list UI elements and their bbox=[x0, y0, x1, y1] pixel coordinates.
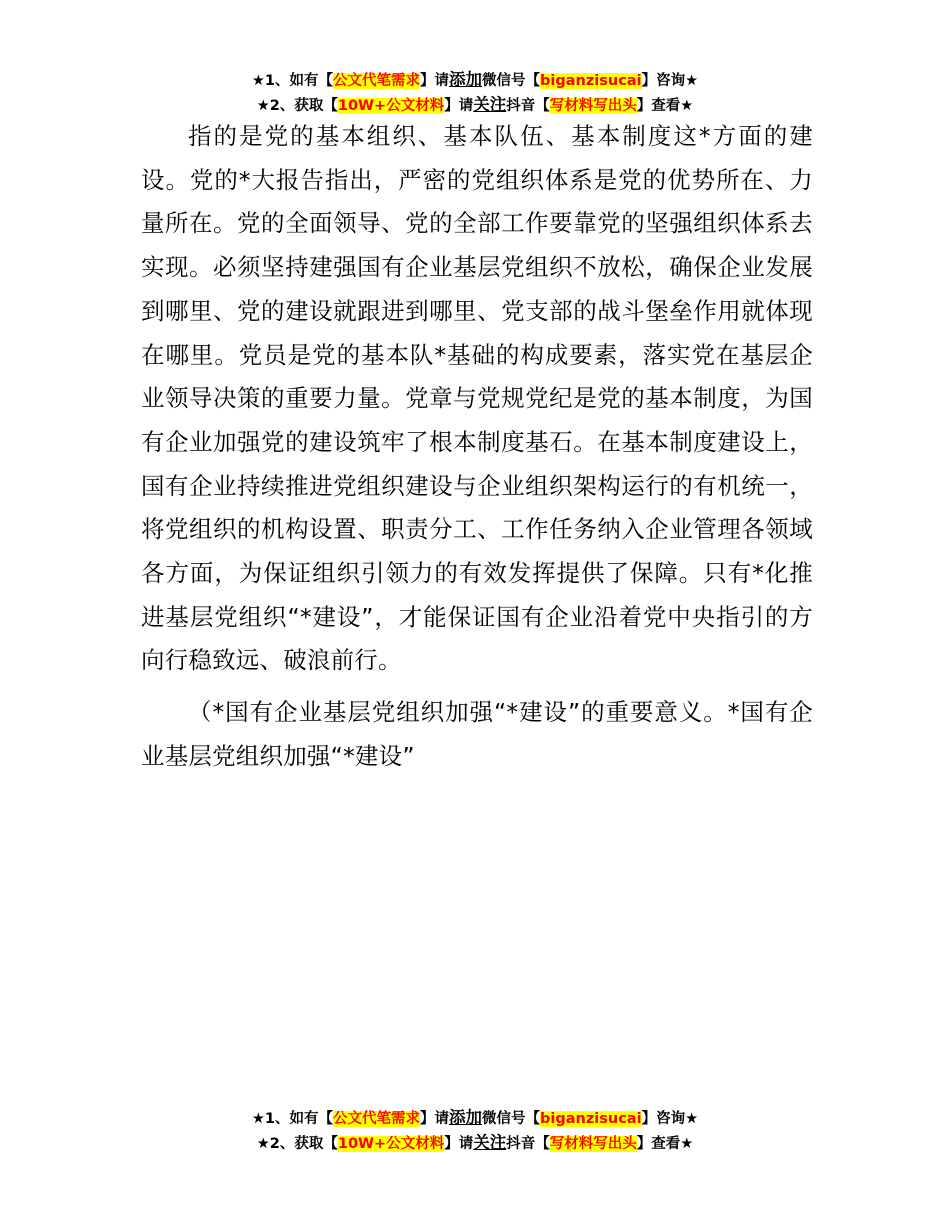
header-line-2-middle-2: 抖音【 bbox=[506, 98, 550, 114]
footer-line-1 bbox=[0, 1106, 950, 1131]
footer-banner bbox=[0, 1106, 950, 1156]
footer-materials-highlight: 10W+公文材料 bbox=[337, 1136, 445, 1152]
douyin-account-highlight: 写材料写出头 bbox=[549, 98, 637, 114]
materials-highlight: 10W+公文材料 bbox=[337, 98, 445, 114]
body-paragraph-1: 指的是党的基本组织、基本队伍、基本制度这*方面的建设。党的*大报告指出，严密的党组织体系是党的优势所在、力量所在。党的全面领导、党的全部工作要靠党的坚强组织体系去实现。必须坚持建强国有企业基层党组织不放松，确保企业发展到哪里、党的建设就跟进到哪里、党支部的战斗堡垒作用就体现在哪里。党员是党的基本队*基础的构成要素，落实党在基层企业领导决策的重要力量。党章与党规党纪是党的基本制度，为国有企业加强党的建设筑牢了根本制度基石。在基本制度建设上，国有企业持续推进党组织建设与企业组织架构运行的有机统一，将党组织的机构设置、职责分工、工作任务纳入企业管理各领域各方面，为保证组织引领力的有效发挥提供了保障。只有*化推进基层党组织“*建设”，才能保证国有企业沿着党中央指引的方向行稳致远、破浪前行。 bbox=[141, 122, 813, 675]
header-line-1-prefix: ★1、如有【 bbox=[251, 73, 334, 89]
header-line-1-middle-2: 微信号【 bbox=[482, 73, 541, 89]
footer-wechat-id-highlight: biganzisucai bbox=[540, 1111, 642, 1127]
footer-line-2-middle-2: 抖音【 bbox=[506, 1136, 550, 1152]
footer-line-2 bbox=[0, 1131, 950, 1156]
footer-ghostwriting-service-highlight: 公文代笔需求 bbox=[333, 1111, 421, 1127]
footer-douyin-account-highlight: 写材料写出头 bbox=[549, 1136, 637, 1152]
footer-line-2-middle: 】请 bbox=[444, 1136, 474, 1152]
add-emphasis: 添加 bbox=[449, 70, 483, 89]
header-line-2-middle: 】请 bbox=[444, 98, 474, 114]
header-line-1-middle: 】请 bbox=[420, 73, 450, 89]
footer-follow-emphasis: 关注 bbox=[473, 1133, 507, 1152]
footer-add-emphasis: 添加 bbox=[449, 1108, 483, 1127]
header-line-1-suffix: 】咨询★ bbox=[641, 73, 699, 89]
body-paragraph-2: （*国有企业基层党组织加强“*建设”的重要意义。*国有企业基层党组织加强“*建设” bbox=[141, 698, 813, 770]
follow-emphasis: 关注 bbox=[473, 95, 507, 114]
ghostwriting-service-highlight: 公文代笔需求 bbox=[333, 73, 421, 89]
header-line-2-suffix: 】查看★ bbox=[636, 98, 694, 114]
footer-line-1-prefix: ★1、如有【 bbox=[251, 1111, 334, 1127]
footer-line-2-suffix: 】查看★ bbox=[636, 1136, 694, 1152]
footer-line-1-middle: 】请 bbox=[420, 1111, 450, 1127]
document-body bbox=[141, 115, 813, 779]
header-line-1 bbox=[0, 68, 950, 93]
header-banner bbox=[0, 68, 950, 118]
footer-line-1-middle-2: 微信号【 bbox=[482, 1111, 541, 1127]
header-line-2-prefix: ★2、获取【 bbox=[256, 98, 338, 114]
footer-line-2-prefix: ★2、获取【 bbox=[256, 1136, 338, 1152]
footer-line-1-suffix: 】咨询★ bbox=[641, 1111, 699, 1127]
wechat-id-highlight: biganzisucai bbox=[540, 73, 642, 89]
